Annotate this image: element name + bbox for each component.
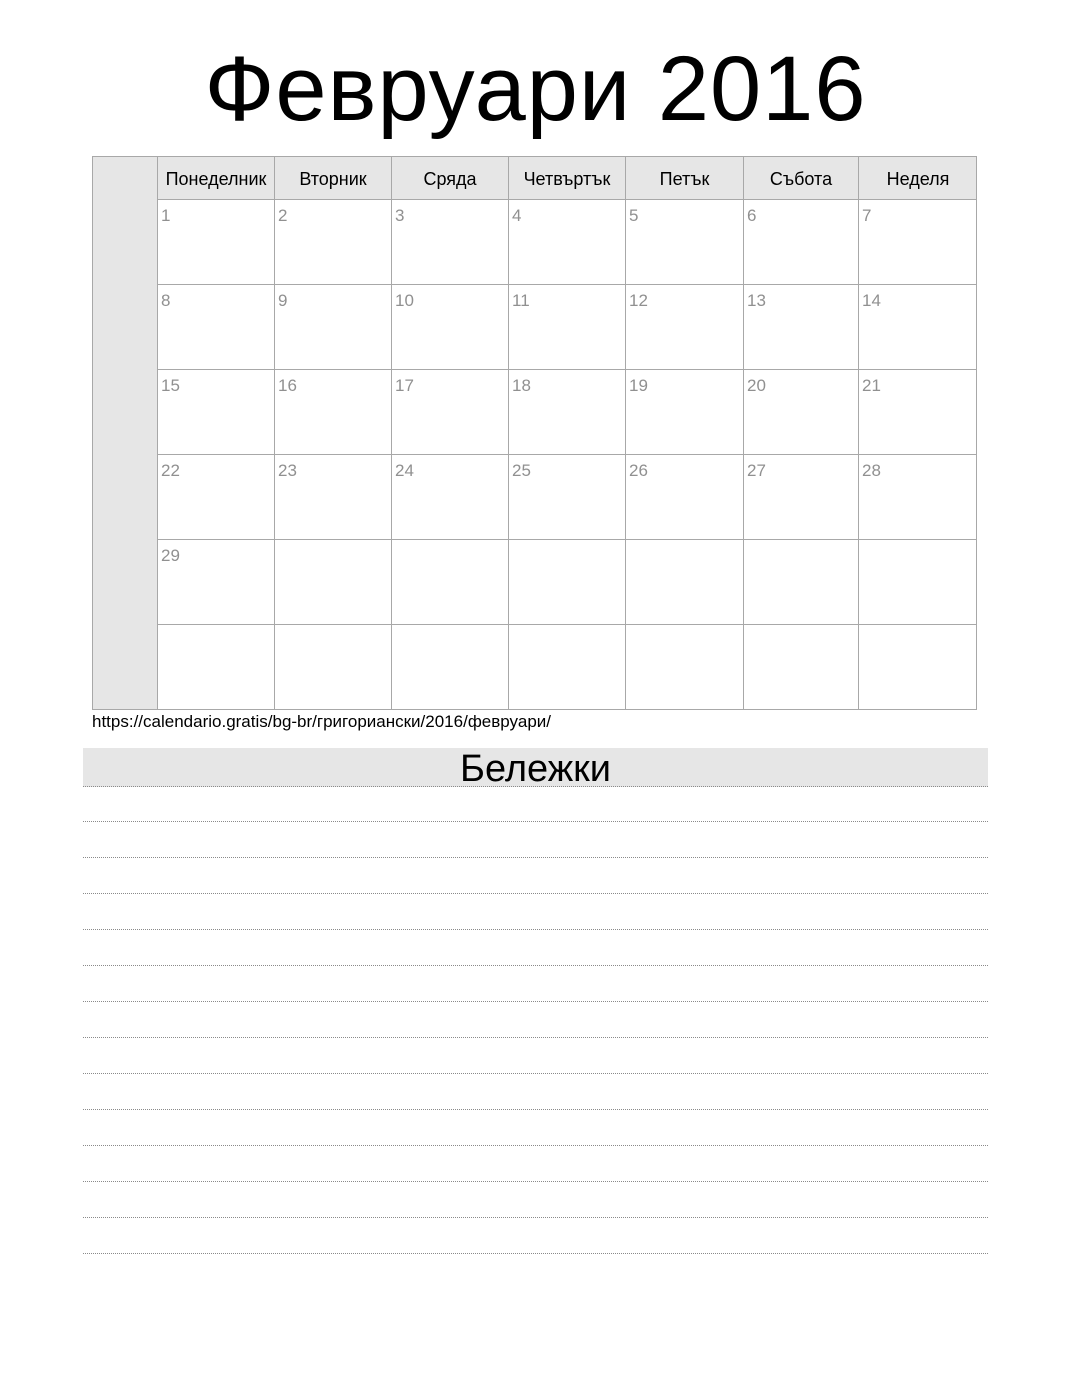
day-cell[interactable] bbox=[392, 540, 509, 624]
weekday-header: Петък bbox=[626, 157, 744, 199]
day-number: 5 bbox=[629, 206, 639, 225]
note-line[interactable] bbox=[83, 1074, 988, 1110]
day-number: 9 bbox=[278, 291, 288, 310]
day-number: 8 bbox=[161, 291, 171, 310]
day-cell[interactable] bbox=[509, 540, 626, 624]
day-cell[interactable] bbox=[158, 540, 275, 624]
month-calendar bbox=[92, 156, 977, 710]
day-cell[interactable] bbox=[509, 200, 626, 284]
day-number: 7 bbox=[862, 206, 872, 225]
weekday-header: Вторник bbox=[275, 157, 392, 199]
notes-area[interactable] bbox=[83, 786, 988, 1254]
day-number: 23 bbox=[278, 461, 297, 480]
weekday-header: Събота bbox=[744, 157, 859, 199]
day-cell[interactable] bbox=[744, 370, 859, 454]
day-cell[interactable] bbox=[744, 540, 859, 624]
day-number: 19 bbox=[629, 376, 648, 395]
day-number: 3 bbox=[395, 206, 405, 225]
note-line[interactable] bbox=[83, 1110, 988, 1146]
weekday-header: Сряда bbox=[392, 157, 509, 199]
week-row bbox=[158, 285, 976, 370]
day-number: 27 bbox=[747, 461, 766, 480]
notes-title: Бележки bbox=[83, 748, 988, 787]
week-row bbox=[158, 625, 976, 709]
note-line[interactable] bbox=[83, 930, 988, 966]
day-cell[interactable] bbox=[275, 370, 392, 454]
day-number: 12 bbox=[629, 291, 648, 310]
note-line[interactable] bbox=[83, 894, 988, 930]
weekday-header: Неделя bbox=[886, 169, 950, 189]
note-line[interactable] bbox=[83, 786, 988, 822]
day-cell[interactable] bbox=[626, 540, 744, 624]
day-cell[interactable] bbox=[859, 625, 977, 709]
day-cell[interactable] bbox=[626, 285, 744, 369]
week-number-column bbox=[93, 157, 158, 709]
day-cell[interactable] bbox=[392, 455, 509, 539]
day-number: 11 bbox=[512, 291, 530, 310]
day-number: 24 bbox=[395, 461, 414, 480]
day-number: 22 bbox=[161, 461, 180, 480]
calendar-grid bbox=[158, 200, 976, 709]
note-line[interactable] bbox=[83, 1146, 988, 1182]
day-number: 17 bbox=[395, 376, 414, 395]
day-cell[interactable] bbox=[158, 285, 275, 369]
day-cell[interactable] bbox=[275, 200, 392, 284]
day-number: 20 bbox=[747, 376, 766, 395]
day-cell[interactable] bbox=[392, 200, 509, 284]
day-cell[interactable] bbox=[275, 455, 392, 539]
day-number: 14 bbox=[862, 291, 881, 310]
week-row bbox=[158, 370, 976, 455]
day-cell[interactable] bbox=[509, 455, 626, 539]
day-cell[interactable] bbox=[158, 455, 275, 539]
note-line[interactable] bbox=[83, 822, 988, 858]
page-title: Февруари 2016 bbox=[204, 38, 867, 140]
day-number: 1 bbox=[161, 206, 171, 225]
day-cell[interactable] bbox=[509, 370, 626, 454]
note-line[interactable] bbox=[83, 1038, 988, 1074]
day-number: 15 bbox=[161, 376, 180, 395]
day-cell[interactable] bbox=[509, 285, 626, 369]
day-cell[interactable] bbox=[275, 540, 392, 624]
day-cell[interactable] bbox=[158, 200, 275, 284]
day-cell[interactable] bbox=[158, 370, 275, 454]
day-cell[interactable] bbox=[859, 540, 977, 624]
day-number: 29 bbox=[161, 546, 180, 565]
day-cell[interactable] bbox=[158, 625, 275, 709]
day-cell[interactable] bbox=[509, 625, 626, 709]
note-line[interactable] bbox=[83, 858, 988, 894]
weekday-header: Четвъртък bbox=[509, 157, 626, 199]
note-line[interactable] bbox=[83, 1002, 988, 1038]
day-cell[interactable] bbox=[626, 200, 744, 284]
day-cell[interactable] bbox=[626, 625, 744, 709]
day-number: 13 bbox=[747, 291, 766, 310]
day-number: 10 bbox=[395, 291, 414, 310]
day-cell[interactable] bbox=[626, 370, 744, 454]
day-cell[interactable] bbox=[392, 625, 509, 709]
day-number: 6 bbox=[747, 206, 757, 225]
day-cell[interactable] bbox=[859, 455, 977, 539]
day-number: 18 bbox=[512, 376, 531, 395]
day-cell[interactable] bbox=[744, 625, 859, 709]
day-cell[interactable] bbox=[392, 370, 509, 454]
source-url[interactable]: https://calendario.gratis/bg-br/григориански/2016/февруари/ bbox=[92, 712, 551, 731]
note-line[interactable] bbox=[83, 1182, 988, 1218]
day-cell[interactable] bbox=[744, 455, 859, 539]
day-number: 25 bbox=[512, 461, 531, 480]
day-number: 4 bbox=[512, 206, 522, 225]
weekday-header-row bbox=[158, 157, 976, 200]
day-cell[interactable] bbox=[744, 285, 859, 369]
day-cell[interactable] bbox=[626, 455, 744, 539]
week-row bbox=[158, 540, 976, 625]
day-cell[interactable] bbox=[859, 285, 977, 369]
note-line[interactable] bbox=[83, 966, 988, 1002]
day-number: 16 bbox=[278, 376, 297, 395]
day-number: 28 bbox=[862, 461, 881, 480]
week-row bbox=[158, 200, 976, 285]
day-cell[interactable] bbox=[392, 285, 509, 369]
day-cell[interactable] bbox=[275, 285, 392, 369]
day-number: 2 bbox=[278, 206, 288, 225]
note-line[interactable] bbox=[83, 1218, 988, 1254]
day-cell[interactable] bbox=[859, 200, 977, 284]
day-cell[interactable] bbox=[744, 200, 859, 284]
day-number: 26 bbox=[629, 461, 648, 480]
weekday-header: Понеделник bbox=[158, 157, 275, 199]
day-number: 21 bbox=[862, 376, 881, 395]
day-cell[interactable] bbox=[275, 625, 392, 709]
day-cell[interactable] bbox=[859, 370, 977, 454]
week-row bbox=[158, 455, 976, 540]
